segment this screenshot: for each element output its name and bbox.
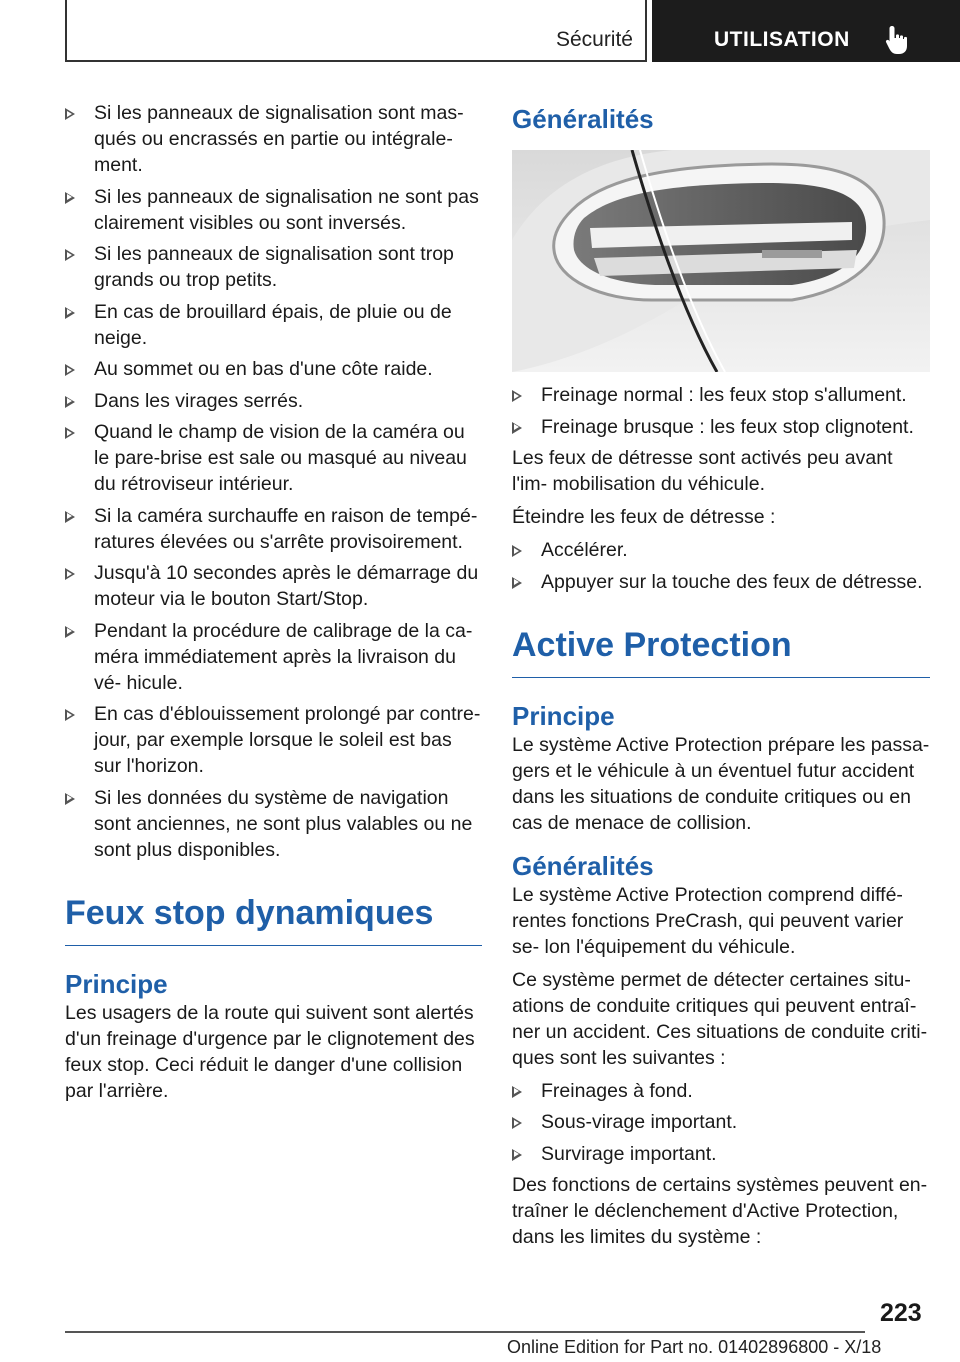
left-column: [65, 100, 482, 1111]
chapter-title: UTILISATION: [714, 28, 850, 51]
triangle-bullet-icon: [512, 390, 522, 402]
list-item: Si la caméra surchauffe en raison de tempé‐ ratures élevées ou s'arrête provisoirement.: [65, 503, 482, 555]
body-paragraph: Le système Active Protection prépare les passa‐ gers et le véhicule à un éventuel futur accident dans les situations de conduite critiques ou en cas de menace de collision.: [512, 733, 930, 834]
brake-behavior-list: [512, 382, 930, 440]
right-column: [512, 100, 930, 1257]
triangle-bullet-icon: [65, 793, 75, 805]
list-item: Pendant la procédure de calibrage de la ca‐ méra immédiatement après la livraison du vé‐ hicule.: [65, 618, 482, 696]
list-item: En cas d'éblouissement prolongé par contre- jour, par exemple lorsque le soleil est bas sur l'horizon.: [65, 701, 482, 779]
triangle-bullet-icon: [512, 1117, 522, 1129]
section-tab: [65, 0, 647, 62]
triangle-bullet-icon: [512, 1149, 522, 1161]
list-item: Appuyer sur la touche des feux de détresse.: [512, 569, 930, 595]
section-heading: Généralités: [512, 104, 654, 134]
chapter-heading: Feux stop dynamiques: [65, 893, 482, 946]
chapter-heading: Active Protection: [512, 625, 930, 678]
list-item: Freinage brusque : les feux stop clignotent.: [512, 414, 930, 440]
triangle-bullet-icon: [65, 364, 75, 376]
section-heading: Principe: [65, 968, 168, 999]
triangle-bullet-icon: [65, 249, 75, 261]
body-paragraph: Le système Active Protection comprend diffé‐ rentes fonctions PreCrash, qui peuvent varier se‐ lon l'équipement du véhicule.: [512, 883, 904, 958]
triangle-bullet-icon: [512, 577, 522, 589]
list-item: Si les panneaux de signalisation sont trop grands ou trop petits.: [65, 241, 482, 293]
triangle-bullet-icon: [65, 709, 75, 721]
triangle-bullet-icon: [65, 108, 75, 120]
triangle-bullet-icon: [65, 307, 75, 319]
section-heading: Généralités: [512, 850, 654, 881]
edition-note: Online Edition for Part no. 01402896800 - X/18: [507, 1337, 882, 1357]
list-item: Sous-virage important.: [512, 1109, 930, 1135]
body-paragraph: Éteindre les feux de détresse :: [512, 506, 776, 528]
critical-situations-list: [512, 1078, 930, 1167]
body-paragraph: Des fonctions de certains systèmes peuvent en‐ traîner le déclenchement d'Active Protection, dans les limites du système :: [512, 1174, 928, 1248]
hazard-off-list: [512, 537, 930, 595]
triangle-bullet-icon: [512, 545, 522, 557]
triangle-bullet-icon: [65, 396, 75, 408]
triangle-bullet-icon: [65, 626, 75, 638]
triangle-bullet-icon: [65, 427, 75, 439]
body-paragraph: Ce système permet de détecter certaines situ‐ ations de conduite critiques qui peuvent entraî‐ ner un accident. Ces situations de conduite criti‐ ques sont les suivantes :: [512, 968, 928, 1069]
list-item: En cas de brouillard épais, de pluie ou de neige.: [65, 299, 482, 351]
list-item: Quand le champ de vision de la caméra ou le pare-brise est sale ou masqué au niveau du rétroviseur intérieur.: [65, 419, 482, 497]
triangle-bullet-icon: [512, 1086, 522, 1098]
body-paragraph: Les usagers de la route qui suivent sont alertés d'un freinage d'urgence par le clignotement des feux stop. Ceci réduit le danger d'une collision par l'arrière.: [65, 1001, 475, 1102]
footer-divider: [65, 1331, 865, 1333]
chapter-tab: [652, 0, 960, 62]
brake-light-illustration: [512, 150, 930, 372]
tail-light-image: [512, 150, 930, 372]
section-title: Sécurité: [555, 28, 633, 51]
list-item: Si les panneaux de signalisation sont mas‐ qués ou encrassés en partie ou intégrale‐ ment.: [65, 100, 482, 178]
list-item: Si les panneaux de signalisation ne sont pas clairement visibles ou sont inversés.: [65, 184, 482, 236]
list-item: Freinage normal : les feux stop s'allument.: [512, 382, 930, 408]
body-paragraph: Les feux de détresse sont activés peu avant l'im‐ mobilisation du véhicule.: [512, 447, 893, 495]
page-number: 223: [880, 1299, 922, 1327]
list-item: Si les données du système de navigation sont anciennes, ne sont plus valables ou ne sont plus disponibles.: [65, 785, 482, 863]
visibility-limit-list: [65, 100, 482, 863]
pointing-hand-icon: [884, 24, 912, 56]
triangle-bullet-icon: [65, 192, 75, 204]
list-item: Accélérer.: [512, 537, 930, 563]
triangle-bullet-icon: [65, 511, 75, 523]
list-item: Freinages à fond.: [512, 1078, 930, 1104]
triangle-bullet-icon: [512, 422, 522, 434]
list-item: Dans les virages serrés.: [65, 388, 482, 414]
list-item: Au sommet ou en bas d'une côte raide.: [65, 356, 482, 382]
triangle-bullet-icon: [65, 568, 75, 580]
list-item: Jusqu'à 10 secondes après le démarrage du moteur via le bouton Start/Stop.: [65, 560, 482, 612]
page-header: [65, 0, 960, 65]
section-heading: Principe: [512, 700, 615, 731]
list-item: Survirage important.: [512, 1141, 930, 1167]
